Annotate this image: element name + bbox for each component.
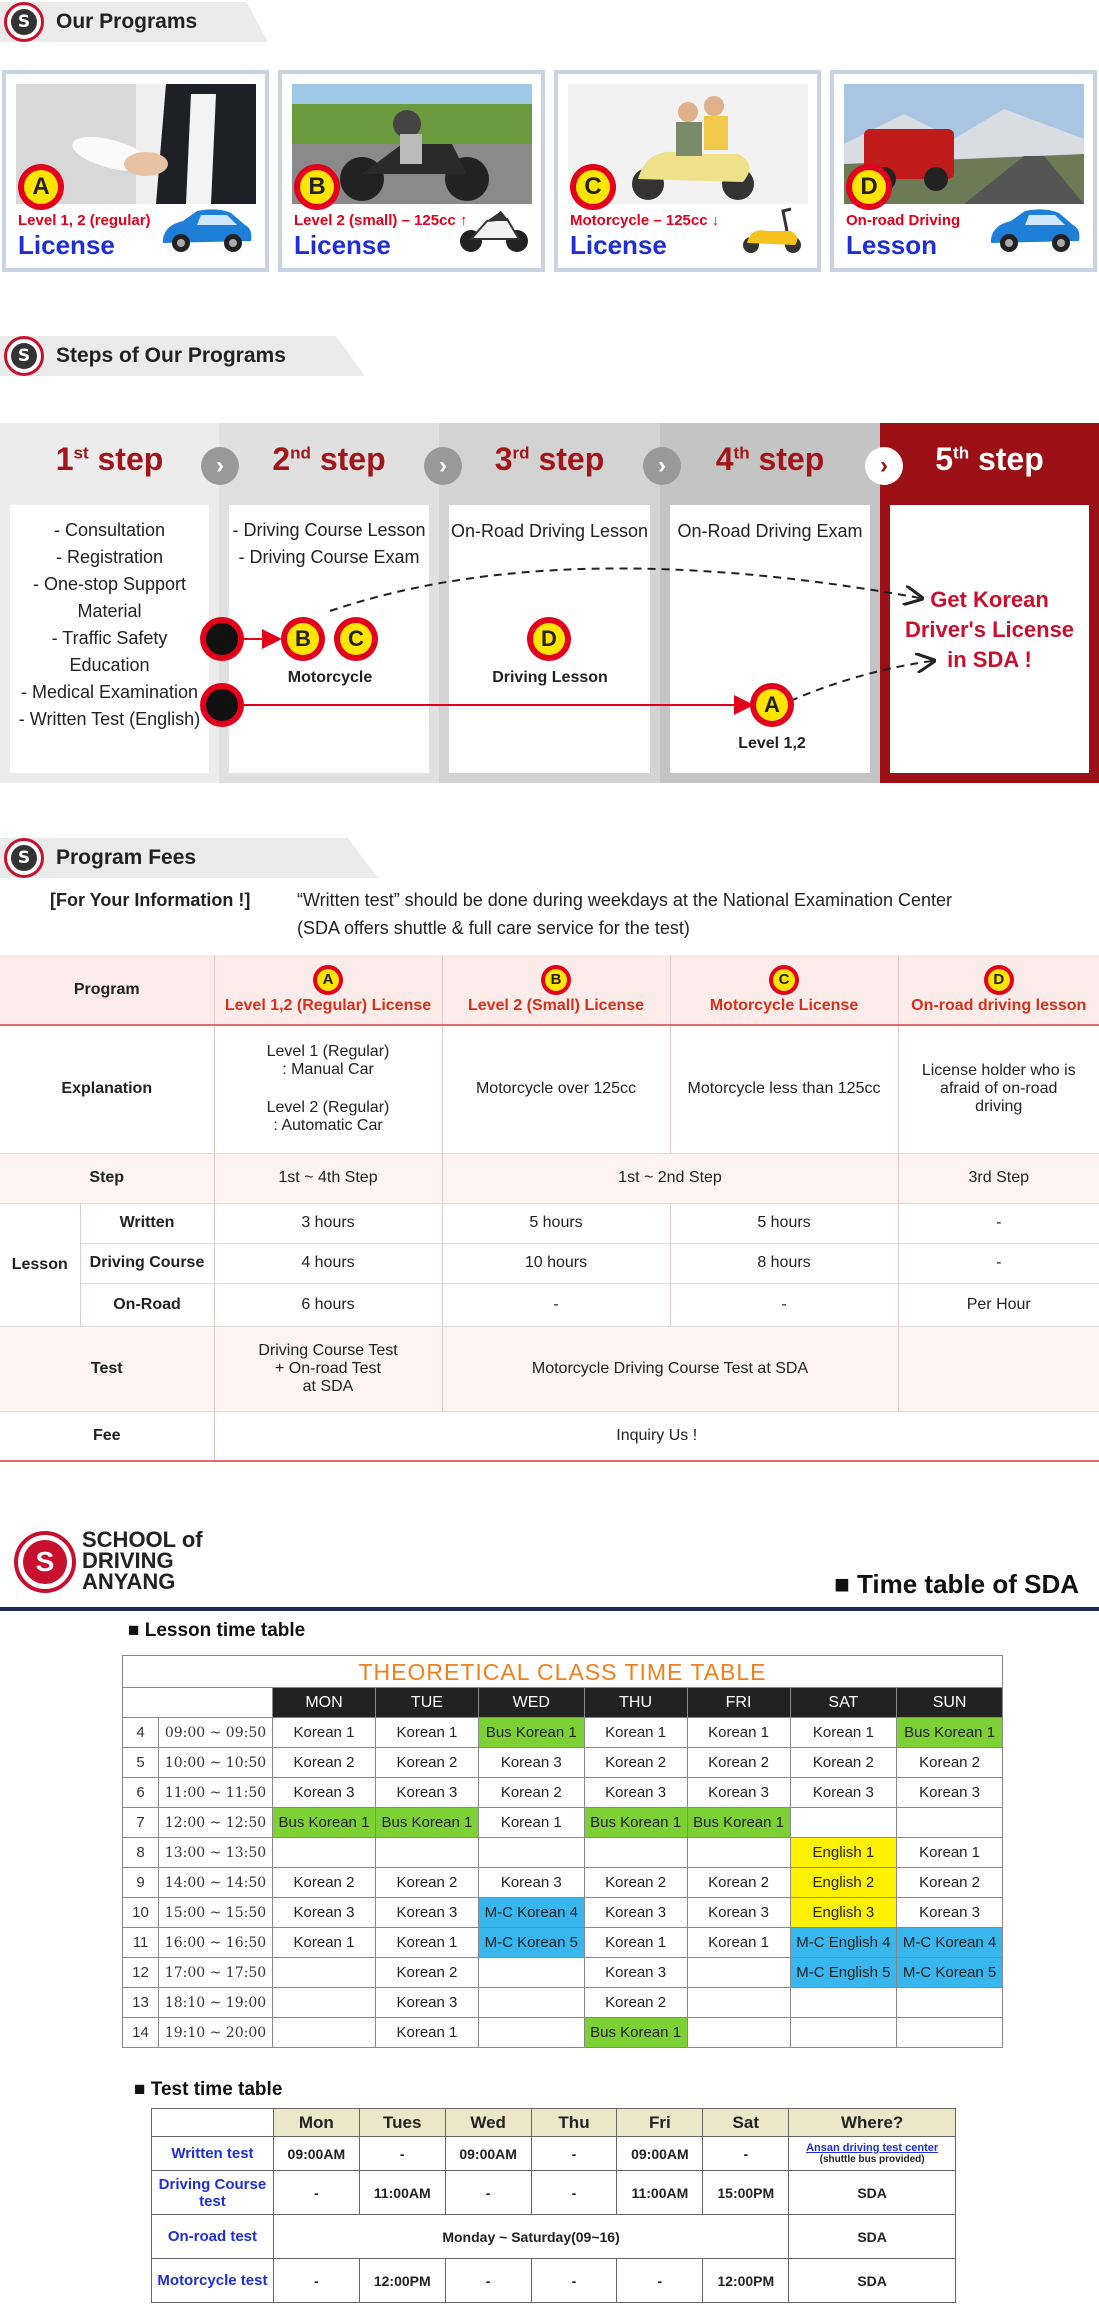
table-row: 5 10:00 ~ 10:50 Korean 2 Korean 2 Korean 3 Korean 2 Korean 2 Korean 2 Korean 2 [123, 1748, 1003, 1778]
program-cards [0, 70, 1099, 272]
table-row: Driving Course test - 11:00AM - - 11:00AM 15:00PM SDA [152, 2171, 956, 2215]
badge-d: D [527, 617, 571, 661]
class-cell [478, 1958, 584, 1988]
class-cell: Korean 1 [375, 1718, 478, 1748]
program-title: Lesson [846, 230, 938, 260]
col-header-a: A Level 1,2 (Regular) License [214, 955, 442, 1025]
col-header-program: Program [0, 955, 214, 1025]
section-title: Program Fees [56, 846, 197, 869]
class-cell: Korean 3 [273, 1898, 376, 1928]
theory-timetable: THEORETICAL CLASS TIME TABLE MON TUE WED THU FRI SAT SUN 4 09:00 ~ 09:50 Korean 1 Korean 1 Bus Korean 1 Korean 1 Korean 1 Korean 1 Bus Korean 1 5 10:00 ~ 10:50 Korean 2 Korean 2 Korean 3 Korean 2 Korean 2 Korean 2 Korean 2 6 11:00 ~ 11:50 Korean 3 Korean 3 Korean 2 Korean 3 Korean 3 Korean 3 Korean 3 7 12:00 ~ 12:50 Bus Korean 1 Bus Korean 1 Korean 1 Bus Korean 1 Bus Korean 1 8 13:00 ~ 13:50 English 1 Korean 1 9 14:00 ~ 14:50 Korean 2 Korean 2 Korean 3 Korean 2 Korean 2 English 2 Korean 2 10 15:00 ~ 15:50 Korean 3 Korean 3 M-C Korean 4 Korean 3 Korean 3 English 3 Korean 3 11 16:00 ~ 16:50 Korean 1 Korean 1 M-C Korean 5 Korean 1 Korean 1 M-C English 4 M-C Korean 4 12 17:00 ~ 17:50 Korean 2 Korean 3 M-C English 5 M-C Korean 5 13 18:10 ~ 19:00 Korean 3 Korean 2 14 19:10 ~ 20:00 Korean 1 Bus Korean 1 [122, 1655, 1003, 2048]
program-title: License [18, 230, 115, 260]
table-row: On-Road 6 hours - - Per Hour [0, 1283, 1099, 1326]
table-row: Fee Inquiry Us ! [0, 1411, 1099, 1461]
program-title: License [570, 230, 667, 260]
class-cell: Korean 3 [375, 1988, 478, 2018]
class-cell: Korean 1 [375, 1928, 478, 1958]
class-cell: Korean 2 [584, 1748, 687, 1778]
class-cell [687, 1988, 790, 2018]
step-box: On-Road Driving Exam [670, 505, 870, 773]
class-cell [584, 1838, 687, 1868]
class-cell: Korean 1 [273, 1718, 376, 1748]
class-cell: Korean 3 [897, 1898, 1003, 1928]
class-cell [478, 1988, 584, 2018]
sda-logo-icon: S [14, 1531, 76, 1593]
steps-diagram [0, 423, 1099, 783]
info-line-1: “Written test” should be done during weekdays at the National Examination Center [297, 890, 953, 910]
class-cell: Korean 3 [790, 1778, 897, 1808]
table-row: Test Driving Course Test + On-road Test at SDA Motorcycle Driving Course Test at SDA [0, 1326, 1099, 1411]
program-sub: Level 2 (small) – 125cc ↑ [294, 212, 468, 229]
class-cell: Korean 2 [273, 1868, 376, 1898]
class-cell: Korean 2 [478, 1778, 584, 1808]
table-row: 12 17:00 ~ 17:50 Korean 2 Korean 3 M-C English 5 M-C Korean 5 [123, 1958, 1003, 1988]
table-row: 11 16:00 ~ 16:50 Korean 1 Korean 1 M-C Korean 5 Korean 1 Korean 1 M-C English 4 M-C Korean 4 [123, 1928, 1003, 1958]
chevron-right-icon: › [865, 447, 903, 485]
badge-c: C [334, 617, 378, 661]
chevron-right-icon: › [424, 447, 462, 485]
table-row: 4 09:00 ~ 09:50 Korean 1 Korean 1 Bus Korean 1 Korean 1 Korean 1 Korean 1 Bus Korean 1 [123, 1718, 1003, 1748]
table-row: 7 12:00 ~ 12:50 Bus Korean 1 Bus Korean 1 Korean 1 Bus Korean 1 Bus Korean 1 [123, 1808, 1003, 1838]
step-title: 3rd step [494, 441, 605, 477]
table-row: Lesson Written 3 hours 5 hours 5 hours - [0, 1203, 1099, 1243]
step-title: 5th step [935, 441, 1044, 477]
class-cell: M-C English 4 [790, 1928, 897, 1958]
table-row: 13 18:10 ~ 19:00 Korean 3 Korean 2 [123, 1988, 1003, 2018]
car-icon [985, 203, 1083, 260]
car-icon [157, 203, 255, 260]
school-name: SCHOOL of DRIVING ANYANG [82, 1527, 203, 1594]
program-card-b[interactable] [278, 70, 545, 272]
class-cell: Bus Korean 1 [273, 1808, 376, 1838]
class-cell: Bus Korean 1 [897, 1718, 1003, 1748]
class-cell: Korean 1 [897, 1838, 1003, 1868]
class-cell [687, 2018, 790, 2048]
col-header-c: C Motorcycle License [670, 955, 898, 1025]
table-row: 14 19:10 ~ 20:00 Korean 1 Bus Korean 1 [123, 2018, 1003, 2048]
final-goal: Get Korean Driver's License in SDA ! [904, 587, 1075, 672]
class-cell [897, 1808, 1003, 1838]
section-title: Our Programs [56, 10, 198, 33]
class-cell [273, 2018, 376, 2048]
class-cell [897, 1988, 1003, 2018]
class-cell: Korean 2 [897, 1748, 1003, 1778]
class-cell [790, 1988, 897, 2018]
fees-header [0, 838, 196, 878]
class-cell: Bus Korean 1 [687, 1808, 790, 1838]
class-cell: M-C Korean 5 [478, 1928, 584, 1958]
test-table-title: ■ Test time table [134, 2079, 283, 2100]
class-cell: Korean 2 [790, 1748, 897, 1778]
program-sub: Level 1, 2 (regular) [18, 212, 151, 229]
class-cell: M-C Korean 5 [897, 1958, 1003, 1988]
class-cell: Bus Korean 1 [375, 1808, 478, 1838]
fees-table [0, 955, 1099, 1462]
program-card-d[interactable] [830, 70, 1097, 272]
class-cell: Korean 1 [687, 1928, 790, 1958]
class-cell: Korean 2 [584, 1868, 687, 1898]
step-title: 1st step [55, 441, 164, 477]
test-timetable: Mon Tues Wed Thu Fri Sat Where? Written test 09:00AM - 09:00AM - 09:00AM - Ansan driving test center (shuttle bus provided) Driving Course test - 11:00AM - - 11:00AM 15:00PM SDA On-road test Monday ~ Saturday(09~16) SDA Motorcycle test - 12:00PM - - - 12:00PM SDA [151, 2108, 956, 2303]
table-row: On-road test Monday ~ Saturday(09~16) SDA [152, 2215, 956, 2259]
start-dot [200, 617, 244, 661]
lesson-table-title: ■ Lesson time table [128, 1620, 306, 1641]
class-cell: Korean 2 [897, 1868, 1003, 1898]
sda-logo-icon: S [4, 838, 44, 878]
class-cell: Korean 3 [478, 1748, 584, 1778]
class-cell: Korean 3 [687, 1898, 790, 1928]
timetable-title: ■ Time table of SDA [834, 1569, 1079, 1599]
table-row: 8 13:00 ~ 13:50 English 1 Korean 1 [123, 1838, 1003, 1868]
table-row: Explanation Level 1 (Regular) : Manual Car Level 2 (Regular) : Automatic Car Motorcycle over 125cc Motorcycle less than 125cc License holder who is afraid of on-road driving [0, 1025, 1099, 1153]
col-header-d: D On-road driving lesson [898, 955, 1099, 1025]
col-header-b: B Level 2 (Small) License [442, 955, 670, 1025]
class-cell: Korean 3 [687, 1778, 790, 1808]
class-cell [897, 2018, 1003, 2048]
class-cell [478, 2018, 584, 2048]
class-cell: Korean 1 [375, 2018, 478, 2048]
class-cell: M-C Korean 4 [478, 1898, 584, 1928]
flow-arrows [0, 423, 1099, 783]
class-cell: Korean 1 [687, 1718, 790, 1748]
programs-header [0, 2, 197, 42]
table-row: 9 14:00 ~ 14:50 Korean 2 Korean 2 Korean 3 Korean 2 Korean 2 English 2 Korean 2 [123, 1868, 1003, 1898]
class-cell: Korean 2 [273, 1748, 376, 1778]
program-sub: On-road Driving [846, 212, 961, 229]
program-card-c[interactable] [554, 70, 821, 272]
class-cell [790, 1808, 897, 1838]
table-row: Step 1st ~ 4th Step 1st ~ 2nd Step 3rd Step [0, 1153, 1099, 1203]
start-dot [200, 683, 244, 727]
class-cell [273, 1958, 376, 1988]
class-cell: Korean 2 [687, 1748, 790, 1778]
section-title: Steps of Our Programs [56, 344, 286, 367]
steps-header [0, 336, 286, 376]
step-label: Level 1,2 [738, 735, 806, 752]
class-cell [273, 1988, 376, 2018]
class-cell: Korean 3 [375, 1778, 478, 1808]
class-cell: Korean 1 [790, 1718, 897, 1748]
class-cell [273, 1838, 376, 1868]
timetable-banner: THEORETICAL CLASS TIME TABLE [122, 1655, 1003, 1687]
table-row: 10 15:00 ~ 15:50 Korean 3 Korean 3 M-C Korean 4 Korean 3 Korean 3 English 3 Korean 3 [123, 1898, 1003, 1928]
class-cell: Korean 3 [584, 1778, 687, 1808]
class-cell: Korean 2 [375, 1748, 478, 1778]
class-cell: Korean 3 [584, 1898, 687, 1928]
badge-a: A [18, 164, 64, 210]
step-label: Motorcycle [287, 669, 373, 686]
sda-header [0, 1525, 1099, 1611]
program-card-a[interactable] [2, 70, 269, 272]
class-cell: English 3 [790, 1898, 897, 1928]
class-cell: M-C English 5 [790, 1958, 897, 1988]
class-cell: Korean 3 [584, 1958, 687, 1988]
class-cell: Korean 1 [584, 1928, 687, 1958]
class-cell [375, 1838, 478, 1868]
class-cell [687, 1958, 790, 1988]
class-cell: Korean 2 [375, 1958, 478, 1988]
test-center-link[interactable]: Ansan driving test center (shuttle bus provided) [789, 2137, 956, 2171]
sda-logo-icon: S [4, 336, 44, 376]
class-cell: Korean 1 [273, 1928, 376, 1958]
step-title: 4th step [715, 441, 825, 477]
class-cell: Bus Korean 1 [478, 1718, 584, 1748]
sportbike-icon [457, 203, 531, 260]
sda-logo-icon: S [4, 2, 44, 42]
class-cell: Korean 2 [375, 1868, 478, 1898]
badge-d: D [846, 164, 892, 210]
class-cell: Korean 1 [478, 1808, 584, 1838]
table-row: Motorcycle test - 12:00PM - - - 12:00PM SDA [152, 2259, 956, 2303]
step-list: - Consultation - Registration - One-stop Support Material - Traffic Safety Education - Medical Examination - Written Test (English) [18, 520, 201, 729]
class-cell [687, 1838, 790, 1868]
program-title: License [294, 230, 391, 260]
class-cell: English 1 [790, 1838, 897, 1868]
class-cell: Korean 3 [273, 1778, 376, 1808]
badge-b: B [294, 164, 340, 210]
step-list: - Driving Course Lesson - Driving Course Exam [232, 520, 426, 567]
class-cell: Bus Korean 1 [584, 1808, 687, 1838]
badge-a: A [750, 683, 794, 727]
class-cell: M-C Korean 4 [897, 1928, 1003, 1958]
class-cell: Korean 1 [584, 1718, 687, 1748]
class-cell: English 2 [790, 1868, 897, 1898]
table-row: Written test 09:00AM - 09:00AM - 09:00AM - Ansan driving test center (shuttle bus provided) [152, 2137, 956, 2171]
class-cell [790, 2018, 897, 2048]
class-cell: Korean 2 [584, 1988, 687, 2018]
badge-b: B [281, 617, 325, 661]
info-heading: [For Your Information !] [50, 890, 251, 910]
class-cell: Korean 2 [687, 1868, 790, 1898]
scooter-icon [737, 203, 807, 260]
class-cell: Korean 3 [897, 1778, 1003, 1808]
class-cell: Bus Korean 1 [584, 2018, 687, 2048]
class-cell: Korean 3 [375, 1898, 478, 1928]
table-row: 6 11:00 ~ 11:50 Korean 3 Korean 3 Korean 2 Korean 3 Korean 3 Korean 3 Korean 3 [123, 1778, 1003, 1808]
class-cell: Korean 3 [478, 1868, 584, 1898]
chevron-right-icon: › [201, 447, 239, 485]
badge-c: C [570, 164, 616, 210]
step-title: 2nd step [272, 441, 386, 477]
info-line-2: (SDA offers shuttle & full care service for the test) [297, 918, 690, 938]
class-cell [478, 1838, 584, 1868]
chevron-right-icon: › [643, 447, 681, 485]
step-box: On-Road Driving Lesson [449, 505, 650, 773]
program-sub: Motorcycle – 125cc ↓ [570, 212, 720, 229]
table-row: Driving Course 4 hours 10 hours 8 hours - [0, 1243, 1099, 1283]
step-label: Driving Lesson [492, 669, 608, 686]
